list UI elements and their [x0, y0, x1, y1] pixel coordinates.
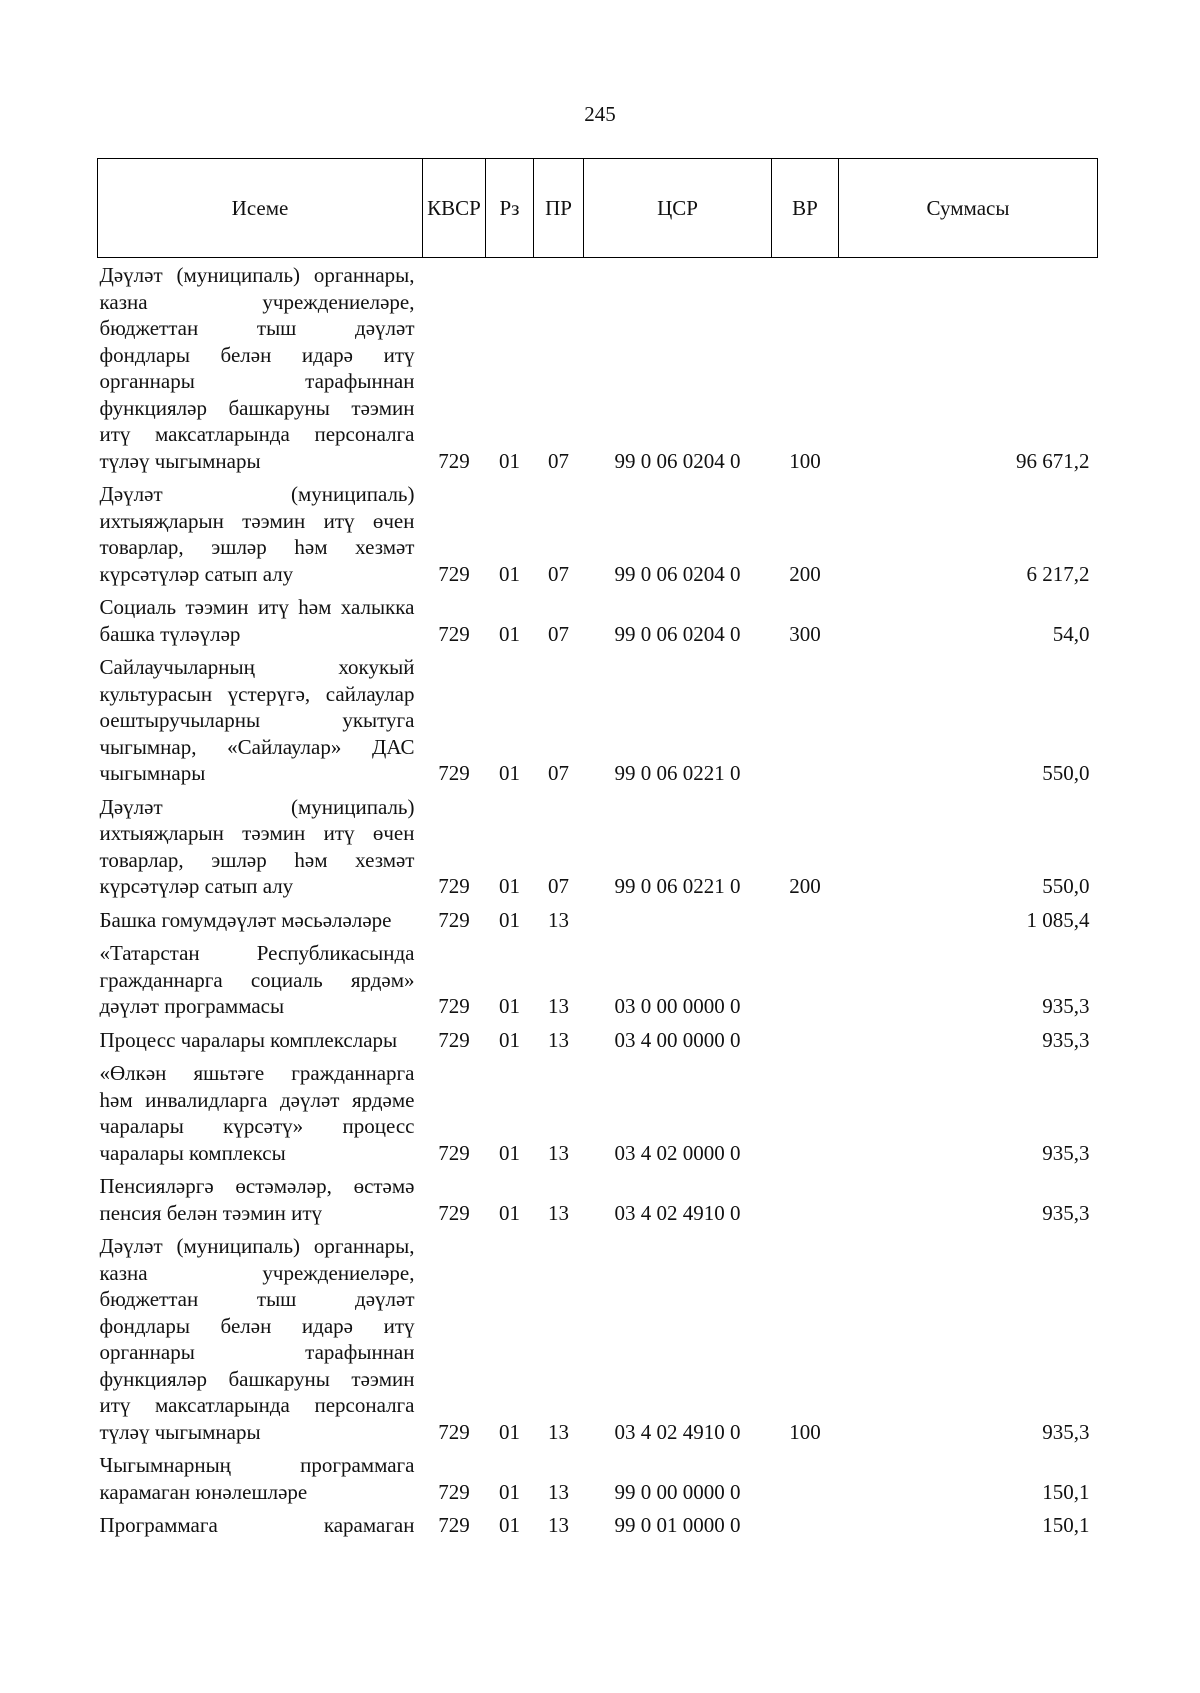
cell-csr: 99 0 06 0204 0 [614, 621, 741, 646]
cell-pr: 13 [548, 1200, 569, 1225]
name-line: Дәүләт (муниципаль) органнары, [99, 263, 415, 287]
name-line: Программага карамаган [99, 1513, 415, 1537]
cell-kvsr: 729 [438, 561, 470, 586]
cell-sum: 935,3 [1042, 1027, 1090, 1052]
name-line: казна учреждениеләре, [99, 289, 415, 314]
name-line: фондлары белән идарә итү [99, 1313, 415, 1338]
cell-name [98, 903, 423, 937]
cell-kvsr: 729 [438, 1027, 470, 1052]
cell-kvsr: 729 [438, 994, 470, 1018]
name-line: һәм инвалидларга дәүләт ярдәме [99, 1087, 415, 1112]
name-line: органнары тарафыннан [99, 1340, 415, 1364]
cell-rz: 01 [499, 1419, 520, 1444]
name-line: гражданнарга социаль ярдәм» [99, 967, 415, 992]
cell-csr: 99 0 06 0221 0 [614, 874, 741, 898]
name-line: бюджеттан тыш дәүләт [99, 316, 415, 340]
table-row [98, 477, 1098, 590]
name-line: ихтыяҗларын тәэмин итү өчен [99, 508, 415, 533]
table-row [98, 1023, 1098, 1057]
name-line: чаралары комплексы [99, 1140, 286, 1165]
header-pr: ПР [534, 159, 584, 258]
name-line: «Өлкән яшьтәге гражданнарга [99, 1061, 415, 1085]
cell-csr: 03 0 00 0000 0 [614, 994, 741, 1018]
cell-rz: 01 [499, 907, 520, 932]
cell-pr: 07 [548, 448, 569, 473]
cell-pr: 13 [548, 1140, 569, 1165]
table-row [98, 936, 1098, 1023]
cell-csr: 03 4 02 0000 0 [614, 1140, 741, 1165]
name-line: товарлар, эшләр һәм хезмәт [99, 847, 415, 872]
table-row [98, 1056, 1098, 1169]
cell-sum: 935,3 [1042, 1140, 1090, 1165]
cell-kvsr: 729 [438, 621, 470, 646]
header-sum: Суммасы [839, 159, 1098, 258]
cell-rz: 01 [499, 1027, 520, 1052]
name-line: Дәүләт (муниципаль) [99, 794, 415, 819]
cell-vr [772, 1056, 839, 1169]
page-number: 245 [584, 102, 616, 126]
cell-csr: 03 4 02 4910 0 [614, 1419, 741, 1444]
cell-pr: 07 [548, 874, 569, 898]
cell-csr: 99 0 06 0221 0 [614, 761, 741, 785]
name-line: оештыручыларны укытуга [99, 708, 415, 732]
cell-pr: 07 [548, 621, 569, 646]
cell-pr: 07 [548, 761, 569, 785]
cell-rz: 01 [499, 1140, 520, 1165]
cell-rz: 01 [499, 874, 520, 898]
cell-sum: 550,0 [1042, 874, 1090, 898]
name-line: итү максатларында персоналга [99, 1393, 415, 1417]
name-line: түләү чыгымнары [99, 1419, 261, 1444]
cell-name [98, 258, 423, 478]
cell-sum: 550,0 [1042, 761, 1090, 785]
cell-csr: 99 0 06 0204 0 [614, 448, 741, 473]
cell-name [98, 1023, 423, 1057]
cell-rz: 01 [499, 1513, 520, 1537]
cell-rz: 01 [499, 761, 520, 785]
cell-vr [772, 936, 839, 1023]
table-row [98, 258, 1098, 478]
cell-rz: 01 [499, 1479, 520, 1504]
cell-vr: 200 [789, 874, 821, 898]
table-row [98, 590, 1098, 650]
cell-pr: 13 [548, 1513, 569, 1537]
cell-rz: 01 [499, 994, 520, 1018]
cell-csr: 03 4 00 0000 0 [614, 1027, 741, 1052]
table-row [98, 1229, 1098, 1448]
name-line: пенсия белән тәэмин итү [99, 1200, 323, 1225]
name-line: Процесс чаралары комплекслары [99, 1027, 398, 1052]
name-line: чыгымнары [99, 761, 206, 785]
cell-csr: 99 0 01 0000 0 [614, 1513, 741, 1537]
cell-name [98, 936, 423, 1023]
name-line: органнары тарафыннан [99, 369, 415, 393]
cell-sum: 96 671,2 [1016, 448, 1090, 473]
name-line: итү максатларында персоналга [99, 422, 415, 446]
name-line: чыгымнар, «Сайлаулар» ДАС [99, 734, 415, 759]
budget-table [97, 158, 1098, 1542]
cell-kvsr: 729 [438, 874, 470, 898]
name-line: функцияләр башкаруны тәэмин [99, 1366, 415, 1391]
cell-pr: 13 [548, 994, 569, 1018]
cell-vr [772, 1508, 839, 1542]
cell-name [98, 590, 423, 650]
cell-rz: 01 [499, 621, 520, 646]
cell-kvsr: 729 [438, 1140, 470, 1165]
cell-csr: 99 0 06 0204 0 [614, 561, 741, 586]
cell-name [98, 1508, 423, 1542]
cell-pr: 13 [548, 1419, 569, 1444]
header-name: Исеме [98, 159, 423, 258]
name-line: карамаган юнәлешләре [99, 1479, 308, 1504]
cell-kvsr: 729 [438, 1479, 470, 1504]
header-csr: ЦСР [584, 159, 772, 258]
name-line: товарлар, эшләр һәм хезмәт [99, 535, 415, 559]
cell-csr: 99 0 00 0000 0 [614, 1479, 741, 1504]
name-line: Башка гомумдәүләт мәсьәләләре [99, 907, 392, 932]
table-header [98, 159, 1098, 258]
table-body [98, 258, 1098, 1542]
cell-kvsr: 729 [438, 448, 470, 473]
table-row [98, 1508, 1098, 1542]
cell-name [98, 1169, 423, 1229]
cell-vr: 200 [789, 561, 821, 586]
cell-kvsr: 729 [438, 1513, 470, 1537]
cell-rz: 01 [499, 1200, 520, 1225]
cell-pr: 13 [548, 1479, 569, 1504]
cell-name [98, 1056, 423, 1169]
name-line: күрсәтүләр сатып алу [99, 874, 294, 898]
cell-sum: 1 085,4 [1026, 907, 1090, 932]
cell-sum: 54,0 [1052, 621, 1090, 646]
cell-vr [772, 1448, 839, 1508]
cell-vr: 100 [789, 1419, 821, 1444]
name-line: Пенсияләргә өстәмәләр, өстәмә [99, 1174, 415, 1198]
cell-kvsr: 729 [438, 761, 470, 785]
cell-vr [772, 1169, 839, 1229]
cell-name [98, 790, 423, 903]
cell-kvsr: 729 [438, 1200, 470, 1225]
cell-rz: 01 [499, 561, 520, 586]
cell-sum: 935,3 [1042, 1419, 1090, 1444]
cell-name [98, 1448, 423, 1508]
cell-pr: 13 [548, 907, 569, 932]
table-row [98, 790, 1098, 903]
header-vr: ВР [772, 159, 839, 258]
name-line: түләү чыгымнары [99, 448, 261, 473]
cell-csr: 03 4 02 4910 0 [614, 1200, 741, 1225]
cell-pr: 07 [548, 561, 569, 586]
table-row [98, 650, 1098, 790]
cell-vr [772, 1023, 839, 1057]
name-line: ихтыяҗларын тәэмин итү өчен [99, 821, 415, 845]
name-line: казна учреждениеләре, [99, 1260, 415, 1285]
header-rz: Рз [486, 159, 534, 258]
cell-sum: 935,3 [1042, 1200, 1090, 1225]
name-line: «Татарстан Республикасында [99, 941, 415, 965]
cell-sum: 150,1 [1042, 1479, 1090, 1504]
name-line: башка түләүләр [99, 621, 241, 646]
name-line: Социаль тәэмин итү һәм халыкка [99, 595, 415, 619]
name-line: дәүләт программасы [99, 994, 285, 1018]
cell-kvsr: 729 [438, 907, 470, 932]
cell-name [98, 1229, 423, 1448]
name-line: чаралары күрсәтү» процесс [99, 1114, 415, 1138]
table-row [98, 1169, 1098, 1229]
cell-vr: 100 [789, 448, 821, 473]
name-line: функцияләр башкаруны тәэмин [99, 395, 415, 420]
name-line: күрсәтүләр сатып алу [99, 561, 294, 586]
name-line: Дәүләт (муниципаль) органнары, [99, 1234, 415, 1258]
name-line: культурасын үстерүгә, сайлаулар [99, 681, 415, 706]
cell-name [98, 477, 423, 590]
name-line: Чыгымнарның программага [99, 1453, 415, 1477]
cell-pr: 13 [548, 1027, 569, 1052]
name-line: фондлары белән идарә итү [99, 342, 415, 367]
name-line: Дәүләт (муниципаль) [99, 482, 415, 506]
cell-sum: 6 217,2 [1026, 561, 1090, 586]
cell-sum: 150,1 [1042, 1513, 1090, 1537]
name-line: бюджеттан тыш дәүләт [99, 1287, 415, 1311]
header-kvsr: КВСР [423, 159, 486, 258]
cell-sum: 935,3 [1042, 994, 1090, 1018]
cell-csr [584, 903, 772, 937]
table-row [98, 1448, 1098, 1508]
cell-vr: 300 [789, 621, 821, 646]
table-row [98, 903, 1098, 937]
cell-vr [772, 903, 839, 937]
cell-kvsr: 729 [438, 1419, 470, 1444]
name-line: Сайлаучыларның хокукый [99, 655, 415, 679]
cell-name [98, 650, 423, 790]
cell-vr [772, 650, 839, 790]
cell-rz: 01 [499, 448, 520, 473]
